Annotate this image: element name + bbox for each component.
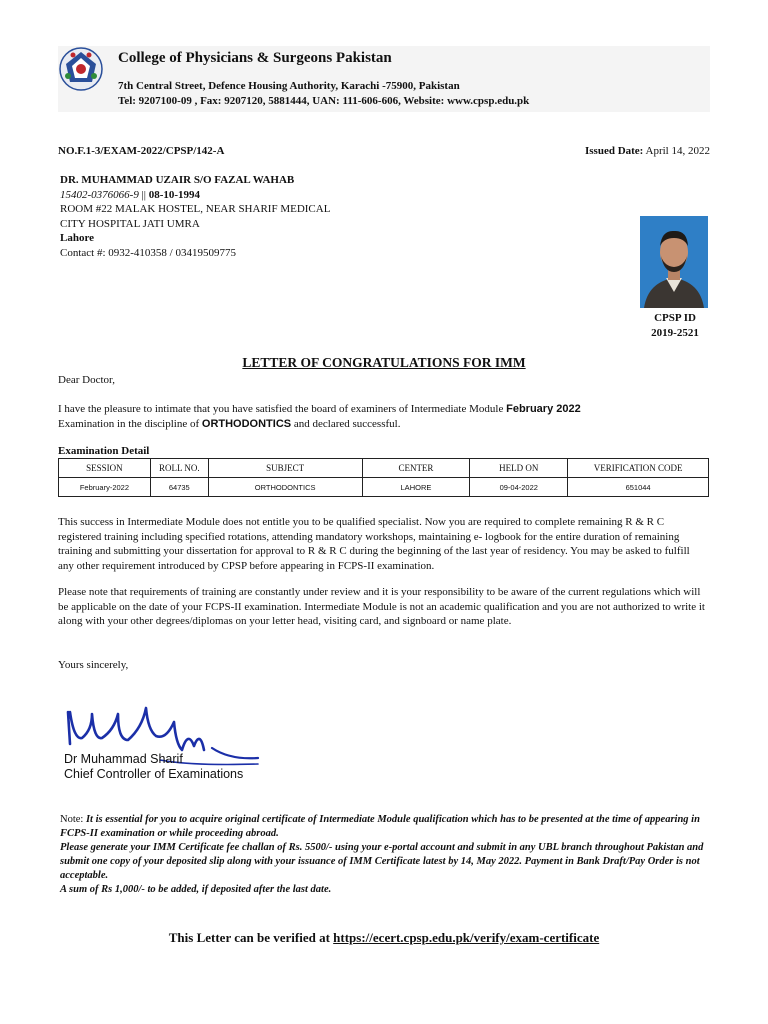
exam-detail-table [58,458,709,497]
intro-text-c: and declared successful. [291,418,401,430]
dob-separator: || [141,188,146,201]
cell-held-on: 09-04-2022 [470,478,568,497]
intro-discipline: ORTHODONTICS [201,418,292,430]
cell-session: February-2022 [59,478,151,497]
header-held-on: HELD ON [470,459,568,478]
note-line-3: A sum of Rs 1,000/- to be added, if deposited after the last date. [60,884,332,895]
intro-session: February 2022 [506,403,581,415]
table-row [59,478,709,497]
recipient-address-1: ROOM #22 MALAK HOSTEL, NEAR SHARIF MEDICAL [60,203,331,215]
intro-text-a: I have the pleasure to intimate that you have satisfied the board of examiners of Intermediate Module [58,403,507,415]
recipient-name: DR. MUHAMMAD UZAIR S/O FAZAL WAHAB [60,174,295,186]
recipient-dob: 08-10-1994 [148,188,201,201]
cpsp-logo [58,46,104,92]
cpsp-id-value: 2019-2521 [651,327,699,339]
exam-detail-title: Examination Detail [58,445,150,457]
verify-link[interactable]: https://ecert.cpsp.edu.pk/verify/exam-certificate [333,930,600,945]
success-paragraph: This success in Intermediate Module does not entitle you to be qualified specialist. Now you are required to complete remaining R & R C registered training including specified rotations, attending mandatory workshops, maintaining e- logbook for the entire duration of remaining training and submitting your dissertation for approval to R & R C during the beginning of the last year of residency. You may be asked to fulfill any other requirement introduced by CPSP before appearing in FCPS-II examination. [58,516,690,572]
closing: Yours sincerely, [58,659,129,671]
college-contact: Tel: 9207100-09 , Fax: 9207120, 5881444, UAN: 111-606-606, Website: www.cpsp.edu.pk [118,95,530,107]
candidate-photo [640,216,708,308]
college-name: College of Physicians & Surgeons Pakistan [118,50,392,66]
note-line-2: Please generate your IMM Certificate fee challan of Rs. 5500/- using your e-portal account and submit in any UBL branch throughout Pakistan and submit one copy of your deposited slip along with your issuance of IMM Certificate latest by 14, May 2022. Payment in Bank Draft/Pay Order is not acceptable. [60,842,704,881]
recipient-city: Lahore [60,232,95,244]
header-roll-no: ROLL NO. [150,459,208,478]
cell-roll-no: 64735 [150,478,208,497]
note-line-1: It is essential for you to acquire original certificate of Intermediate Module qualification which has to be presented at the time of appearing in FCPS-II examination or while proceeding abroad. [60,814,700,839]
recipient-id-line [60,188,330,203]
cell-verification-code: 651044 [568,478,709,497]
verify-text: This Letter can be verified at [168,930,334,945]
letter-title: LETTER OF CONGRATULATIONS FOR IMM [242,355,526,370]
header-center: CENTER [362,459,470,478]
salutation: Dear Doctor, [58,374,115,386]
intro-text-b: Examination in the discipline of [58,418,202,430]
intro-paragraph [58,402,708,432]
recipient-address-2: CITY HOSPITAL JATI UMRA [60,217,200,230]
recipient-address [60,173,330,260]
header-verification-code: VERIFICATION CODE [568,459,709,478]
cpsp-id-block [628,311,722,341]
note-block [60,813,710,897]
issued-date-label: Issued Date: [584,145,644,157]
requirements-paragraph: Please note that requirements of training are constantly under review and it is your responsibility to be aware of the current regulations which will be applicable on the date of your FCPS-II examination. Intermediate Module is not an academic qualification and you are not authorized to write it along with your other degrees/diplomas on your letter head, visiting card, and signboard or name plate. [58,586,705,627]
signatory-name: Dr Muhammad Sharif [64,752,183,766]
issued-date-value: April 14, 2022 [645,145,710,157]
cpsp-id-label: CPSP ID [654,312,696,324]
cell-subject: ORTHODONTICS [208,478,362,497]
recipient-contact: Contact #: 0932-410358 / 03419509775 [60,246,236,259]
cell-center: LAHORE [362,478,470,497]
issued-date [585,145,710,157]
exam-table-header [59,459,709,478]
header-session: SESSION [59,459,151,478]
reference-number: NO.F.1-3/EXAM-2022/CPSP/142-A [58,145,225,157]
header-subject: SUBJECT [208,459,362,478]
recipient-cnic: 15402-0376066-9 [60,188,139,201]
verify-line [0,930,768,946]
note-label: Note: [60,814,84,825]
signatory-title: Chief Controller of Examinations [64,767,244,781]
college-address: 7th Central Street, Defence Housing Authority, Karachi -75900, Pakistan [118,80,460,92]
